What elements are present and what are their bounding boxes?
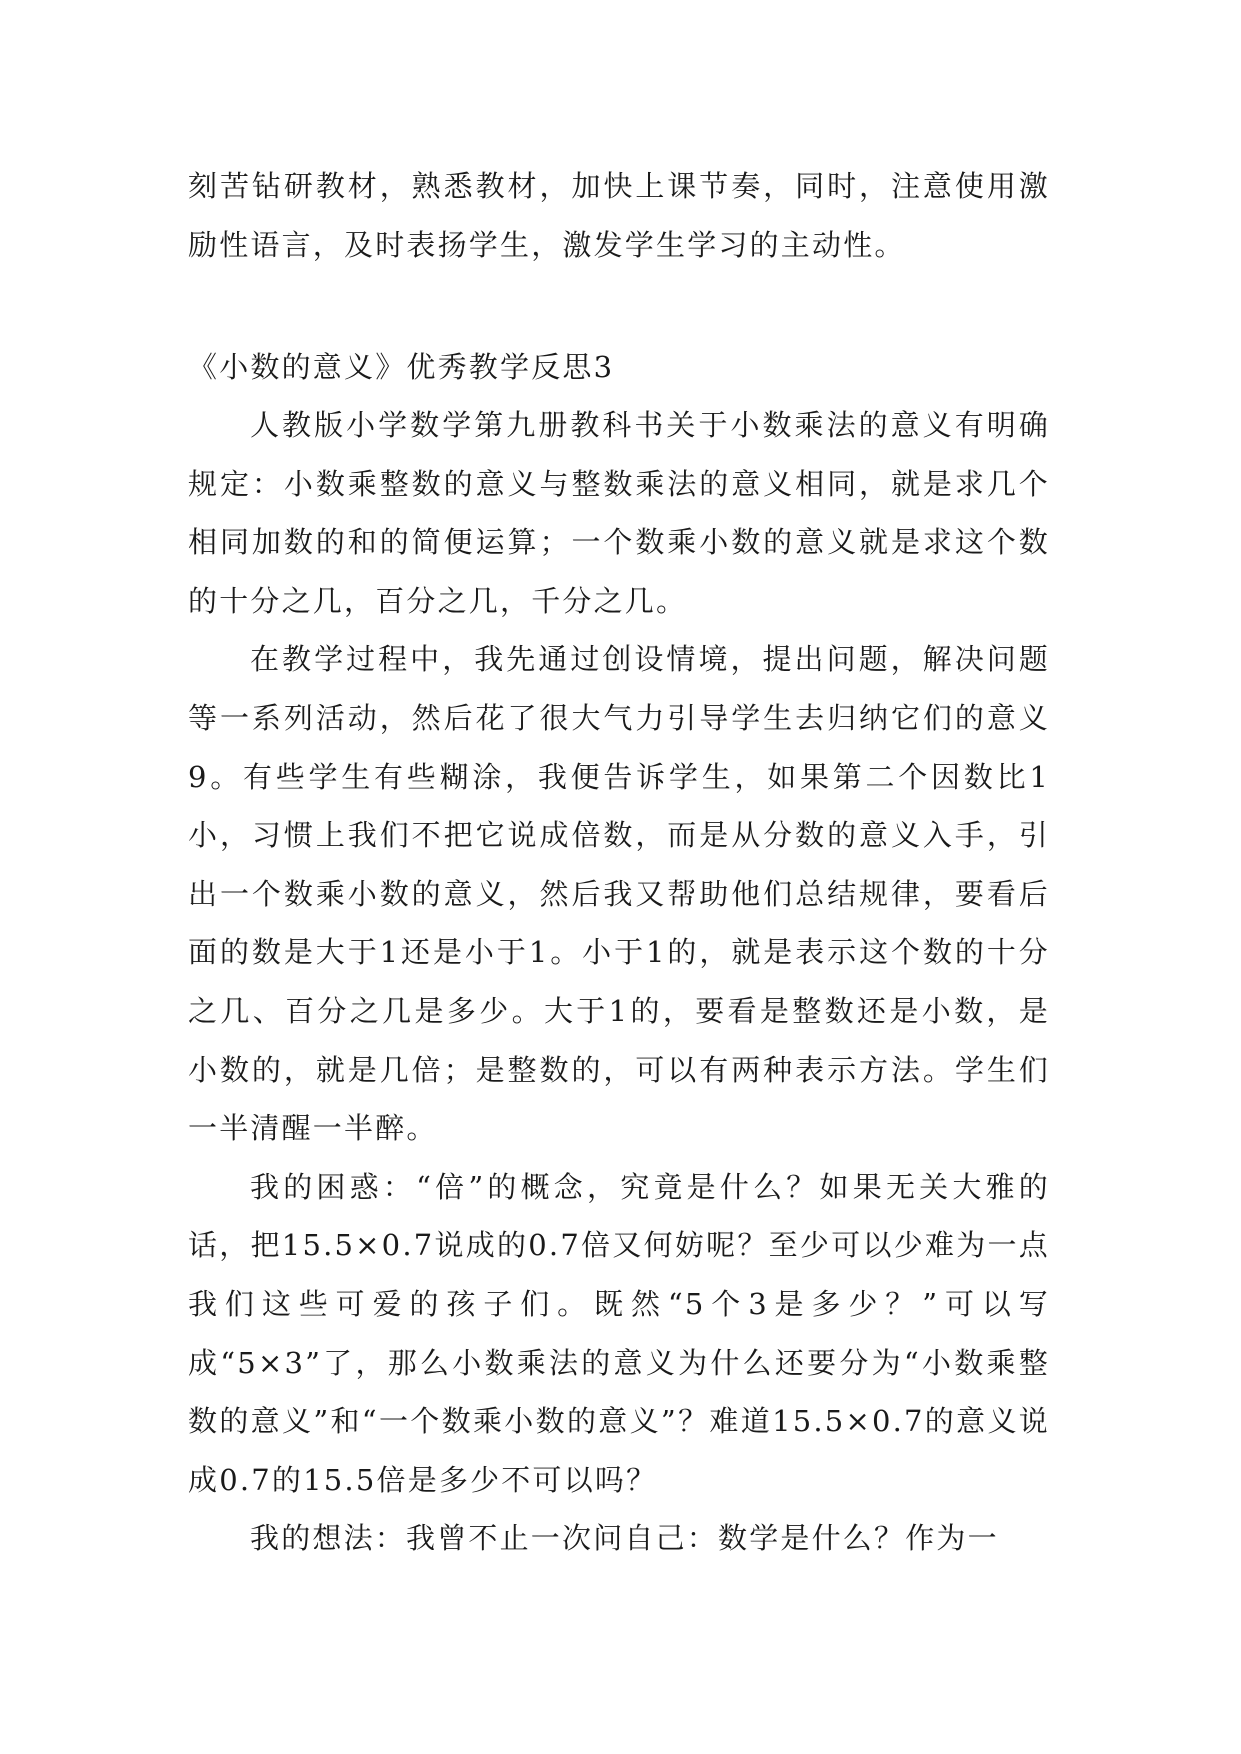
body-paragraph: 我的想法：我曾不止一次问自己：数学是什么？作为一	[250, 1521, 999, 1556]
section-body	[188, 396, 1050, 1568]
body-paragraph: 我的困惑：“倍”的概念，究竟是什么？如果无关大雅的话，把15.5×0.7说成的0.7倍又何妨呢？至少可以少难为一点我们这些可爱的孩子们。既然“5个3是多少？”可以写成“5×3”了，那么小数乘法的意义为什么还要分为“小数乘整数的意义”和“一个数乘小数的意义”？难道15.5×0.7的意义说成0.7的15.5倍是多少不可以吗？	[188, 1169, 1050, 1497]
body-paragraph: 人教版小学数学第九册教科书关于小数乘法的意义有明确规定：小数乘整数的意义与整数乘法的意义相同，就是求几个相同加数的和的简便运算；一个数乘小数的意义就是求这个数的十分之几，百分之几，千分之几。	[188, 408, 1050, 618]
continuation-text	[188, 157, 1050, 274]
body-paragraph: 在教学过程中，我先通过创设情境，提出问题，解决问题等一系列活动，然后花了很大气力引导学生去归纳它们的意义9。有些学生有些糊涂，我便告诉学生，如果第二个因数比1小，习惯上我们不把它说成倍数，而是从分数的意义入手，引出一个数乘小数的意义，然后我又帮助他们总结规律，要看后面的数是大于1还是小于1。小于1的，就是表示这个数的十分之几、百分之几是多少。大于1的，要看是整数还是小数，是小数的，就是几倍；是整数的，可以有两种表示方法。学生们一半清醒一半醉。	[188, 642, 1050, 1146]
section-title: 《小数的意义》优秀教学反思3	[188, 350, 615, 384]
continuation-paragraph: 刻苦钻研教材，熟悉教材，加快上课节奏，同时，注意使用激励性语言，及时表扬学生，激发学生学习的主动性。	[188, 169, 1050, 262]
